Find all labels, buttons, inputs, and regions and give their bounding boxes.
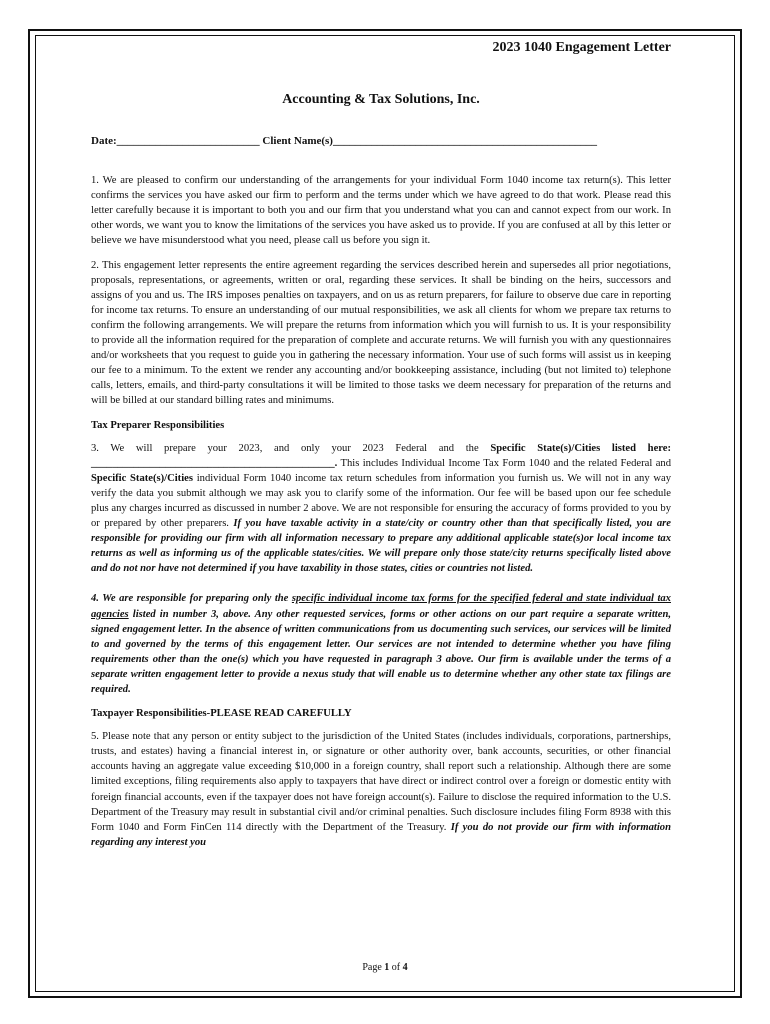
date-field[interactable]: __________________________ [116,135,260,147]
p3-states-bold: Specific State(s)/Cities [91,472,193,484]
document-title: 2023 1040 Engagement Letter [492,40,671,55]
page-total: 4 [402,962,408,973]
page-word: Page [362,962,382,973]
p5-text-b: If you do not provide our firm with information regarding any interest you [91,821,671,848]
p3-states-listed[interactable]: Specific State(s)/Cities listed here: ______________________________________________. [91,442,672,469]
paragraph-2: 2. This engagement letter represents the entire agreement regarding the services described herein and supersedes all prior negotiations, proposals, representations, or agreements, written or oral, regarding these services. It shall be binding on the heirs, successors and assigns of you and us. The IRS imposes penalties on taxpayers, and on us as return preparers, for failure to observe due care in reporting for income tax returns. To ensure an understanding of our mutual responsibilities, we ask all clients for whom we prepare tax returns to confirm the following arrangements. We will prepare the returns from information which you will furnish to us. It is your responsibility to provide all the information required for the preparation of complete and accurate returns. We will furnish you with any questionnaires and/or worksheets that you request to guide you in gathering the necessary information. Your use of such forms will assist us in keeping our fee to a minimum. To the extent we render any accounting and/or bookkeeping assistance, including (but not limited to) telephone calls, letters, emails, and third-party consultations it will be limited to those tasks we deem necessary for preparation of the returns and will be billed at our standard billing rates and minimums. [91,259,671,407]
p3-taxable-activity-note: If you have taxable activity in a state/city or country other than that specifically listed, you are responsible for providing our firm with all information necessary to prepare any additional applicable state(s)or local income tax returns as well as informing us of the applicable states/cities. We will prepare only those state/city returns specifically listed above and do not nor have not determined if you have taxability in those states, cities or countries not listed. [91,518,671,575]
date-label: Date: [91,135,117,147]
p3-text-e: individual Form 1040 income tax return schedules from information you furnish us. We will not in any way verify the data you submit although we may ask you to clarify some of the information. Our fee will be based upon our fee schedule plus any charges incurred as discussed in number 2 above. We are not responsible for ensuring the accuracy of forms provided to you by or prepared by other preparers. [91,472,671,530]
p4-text-c: listed in number 3, above. Any other requested services, forms or other actions on our part require a separate written, signed engagement letter. In the absence of written communications from us documenting such services, our services will be limited to and governed by the terms of this engagement letter. Our services are not intended to determine whether you have filing requirements other than the one(s) which you have requested in paragraph 3 above. Our firm is available under the terms of a separate written engagement letter to provide a nexus study that will enable us to determine whether any other state tax filings are required. [91,608,671,695]
of-word: of [391,962,401,973]
paragraph-5 [91,729,671,850]
company-name: Accounting & Tax Solutions, Inc. [282,92,480,107]
p3-text-c: This includes Individual Income Tax Form 1040 and the related Federal and [337,457,671,469]
letter-content [91,40,671,859]
p4-underlined-forms: specific individual income tax forms for the specified federal and state individual tax agencies [91,593,671,620]
paragraph-1: 1. We are pleased to confirm our understanding of the arrangements for your individual Form 1040 income tax return(s). This letter confirms the services you have asked our firm to perform and the terms under which we have agreed to do that work. Please read this letter carefully because it is important to both you and our firm that you understand what you can and cannot expect from our work. In other words, we want you to know the limitations of the services you have asked us to provide. If you are confused at all by this letter or believe we have misunderstood what you need, please call us before you sign it. [91,175,671,247]
page-footer [0,962,770,973]
paragraph-3 [91,441,671,577]
date-client-line [91,134,671,149]
p5-text-a: 5. Please note that any person or entity subject to the jurisdiction of the United States (includes individuals, corporations, partnerships, trusts, and estates) having a financial interest in, or signature or other authority over, bank accounts, securities, or other financial accounts having an aggregate value exceeding $10,000 in a foreign country, shall report such a relationship. Although there are some limited exceptions, filing requirements also apply to taxpayers that have direct or indirect control over a foreign or domestic entity with foreign financial accounts, even if the taxpayer does not have foreign account(s). Failure to disclose the required information to the U.S. Department of the Treasury may result in substantial civil and/or criminal penalties. Such disclosure includes filing Form 8938 with this Form 1040 and Form FinCen 114 directly with the Department of the Treasury. [91,731,671,833]
heading-tax-preparer: Tax Preparer Responsibilities [91,419,225,431]
paragraph-4 [91,591,671,697]
client-name-label: Client Name(s) [262,135,333,147]
page-number: 1 [384,962,390,973]
heading-taxpayer: Taxpayer Responsibilities-PLEASE READ CAREFULLY [91,708,352,720]
p4-text-a: 4. We are responsible for preparing only the [91,593,292,605]
client-name-field[interactable]: ________________________________________________ [332,135,597,147]
p3-text-a: 3. We will prepare your 2023, and only your 2023 Federal and the [91,442,491,454]
